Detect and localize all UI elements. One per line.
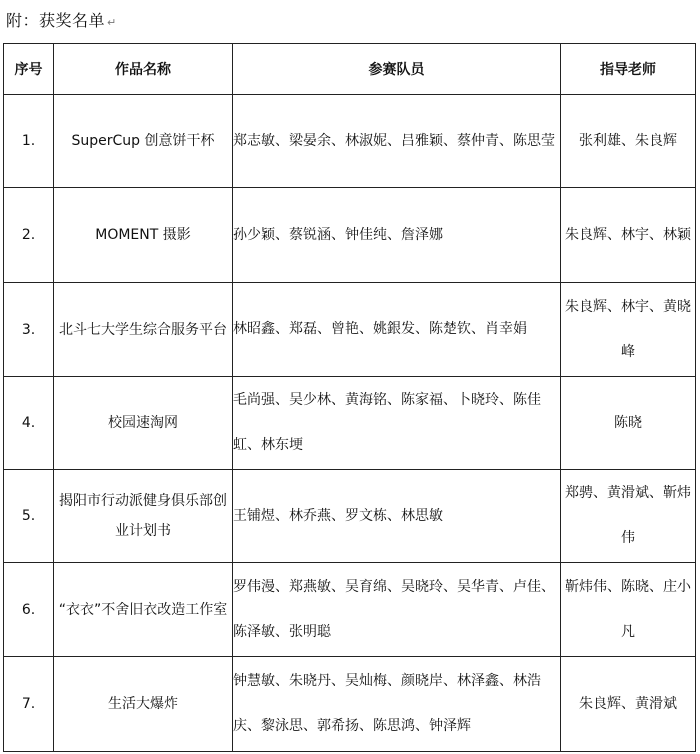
- member-name: 林思敏: [401, 507, 443, 524]
- member-name: 陈家福 、: [401, 392, 457, 408]
- work-name: 北斗七大学生综合服务平台: [54, 283, 233, 377]
- member-name: 林淑妮 、: [345, 133, 401, 149]
- member-name: 林东埂: [261, 437, 303, 453]
- advisor-name: 朱良辉 、: [579, 696, 635, 712]
- member-name: 陈楚钦 、: [429, 321, 485, 337]
- member-name: 吴育绵 、: [345, 579, 401, 595]
- advisors: [561, 377, 696, 470]
- member-name: 吕雅颖 、: [401, 133, 457, 149]
- advisor-name: 陈晓 、: [621, 579, 663, 595]
- work-name: MOMENT 摄影: [54, 188, 233, 283]
- advisor-name: 朱良辉 、: [565, 227, 621, 243]
- member-name: 朱晓丹 、: [289, 673, 345, 689]
- advisors: [561, 95, 696, 188]
- advisors: [561, 283, 696, 377]
- advisor-name: 朱良辉: [635, 132, 677, 149]
- table-row: [4, 283, 696, 377]
- table-row: [4, 470, 696, 563]
- table-row: [4, 563, 696, 657]
- team-members: [233, 563, 561, 657]
- member-name: 陈思鸿 、: [373, 718, 429, 734]
- table-row: [4, 377, 696, 470]
- member-name: 郑燕敏 、: [289, 579, 345, 595]
- member-name: 陈佳虹 、: [233, 392, 541, 453]
- member-name: 林泽鑫 、: [457, 673, 513, 689]
- member-name: 毛尚强 、: [233, 392, 289, 408]
- member-name: 卜晓玲 、: [457, 392, 513, 408]
- member-name: 罗文栋 、: [345, 508, 401, 524]
- awards-table: [3, 43, 696, 752]
- member-name: 曾艳 、: [331, 321, 373, 337]
- row-index: 2.: [4, 188, 54, 283]
- table-row: [4, 95, 696, 188]
- advisor-name: 黄晓峰: [621, 298, 691, 360]
- row-index: 3.: [4, 283, 54, 377]
- advisor-name: 林宇 、: [621, 227, 663, 243]
- team-members: [233, 188, 561, 283]
- table-row: [4, 657, 696, 752]
- advisor-name: 庄小凡: [621, 578, 691, 640]
- advisor-name: 朱良辉 、: [565, 299, 621, 315]
- paragraph-mark: ↵: [107, 16, 117, 29]
- row-index: 5.: [4, 470, 54, 563]
- member-name: 吴灿梅 、: [345, 673, 401, 689]
- advisor-name: 郑骋 、: [565, 485, 607, 501]
- member-name: 罗伟漫 、: [233, 579, 289, 595]
- member-name: 郑志敏 、: [233, 133, 289, 149]
- member-name: 钟慧敏 、: [233, 673, 289, 689]
- advisor-name: 陈晓: [614, 414, 642, 431]
- advisors: [561, 470, 696, 563]
- member-name: 陈泽敏 、: [233, 624, 289, 640]
- row-index: 4.: [4, 377, 54, 470]
- member-name: 林乔燕 、: [289, 508, 345, 524]
- work-name: SuperCup 创意饼干杯: [54, 95, 233, 188]
- page-title: 附：获奖名单 ↵: [6, 11, 117, 30]
- member-name: 蔡仲青 、: [457, 133, 513, 149]
- member-name: 钟佳纯 、: [345, 227, 401, 243]
- member-name: 吴晓玲 、: [401, 579, 457, 595]
- team-members: [233, 95, 561, 188]
- advisor-name: 张利雄 、: [579, 133, 635, 149]
- member-name: 姚銀发 、: [373, 321, 429, 337]
- header-advisors: 指导老师: [561, 44, 696, 95]
- header-index: 序号: [4, 44, 54, 95]
- member-name: 郑磊 、: [289, 321, 331, 337]
- member-name: 黄海铭 、: [345, 392, 401, 408]
- member-name: 肖幸娟: [485, 321, 527, 337]
- member-name: 吴少林 、: [289, 392, 345, 408]
- advisor-name: 黄滑斌 、: [607, 485, 663, 501]
- member-name: 陈思莹: [513, 132, 555, 149]
- advisors: [561, 563, 696, 657]
- member-name: 郭希扬 、: [317, 718, 373, 734]
- header-members: 参赛队员: [233, 44, 561, 95]
- header-work: 作品名称: [54, 44, 233, 95]
- row-index: 7.: [4, 657, 54, 752]
- table-row: [4, 188, 696, 283]
- member-name: 王铺煜 、: [233, 508, 289, 524]
- work-name: “衣衣”不舍旧衣改造工作室: [54, 563, 233, 657]
- row-index: 6.: [4, 563, 54, 657]
- member-name: 林浩庆 、: [233, 673, 541, 734]
- work-name: 揭阳市行动派健身俱乐部创业计划书: [54, 470, 233, 563]
- work-name: 校园速淘网: [54, 377, 233, 470]
- member-name: 梁晏余 、: [289, 133, 345, 149]
- member-name: 黎泳思 、: [261, 718, 317, 734]
- member-name: 詹泽娜: [401, 226, 443, 243]
- team-members: [233, 377, 561, 470]
- team-members: [233, 283, 561, 377]
- member-name: 蔡锐涵 、: [289, 227, 345, 243]
- member-name: 孙少颖 、: [233, 227, 289, 243]
- table-header-row: [4, 44, 696, 95]
- advisor-name: 林颖: [663, 226, 691, 243]
- team-members: [233, 470, 561, 563]
- member-name: 颜晓岸 、: [401, 673, 457, 689]
- work-name: 生活大爆炸: [54, 657, 233, 752]
- member-name: 吴华青 、: [457, 579, 513, 595]
- member-name: 钟泽辉: [429, 718, 471, 734]
- member-name: 林昭鑫 、: [233, 321, 289, 337]
- advisor-name: 靳炜伟: [621, 485, 691, 546]
- member-name: 卢佳 、: [513, 579, 555, 595]
- advisor-name: 靳炜伟 、: [565, 579, 621, 595]
- advisor-name: 黄滑斌: [635, 695, 677, 712]
- advisors: [561, 657, 696, 752]
- team-members: [233, 657, 561, 752]
- advisor-name: 林宇 、: [621, 299, 663, 315]
- member-name: 张明聪: [289, 623, 331, 640]
- advisors: [561, 188, 696, 283]
- row-index: 1.: [4, 95, 54, 188]
